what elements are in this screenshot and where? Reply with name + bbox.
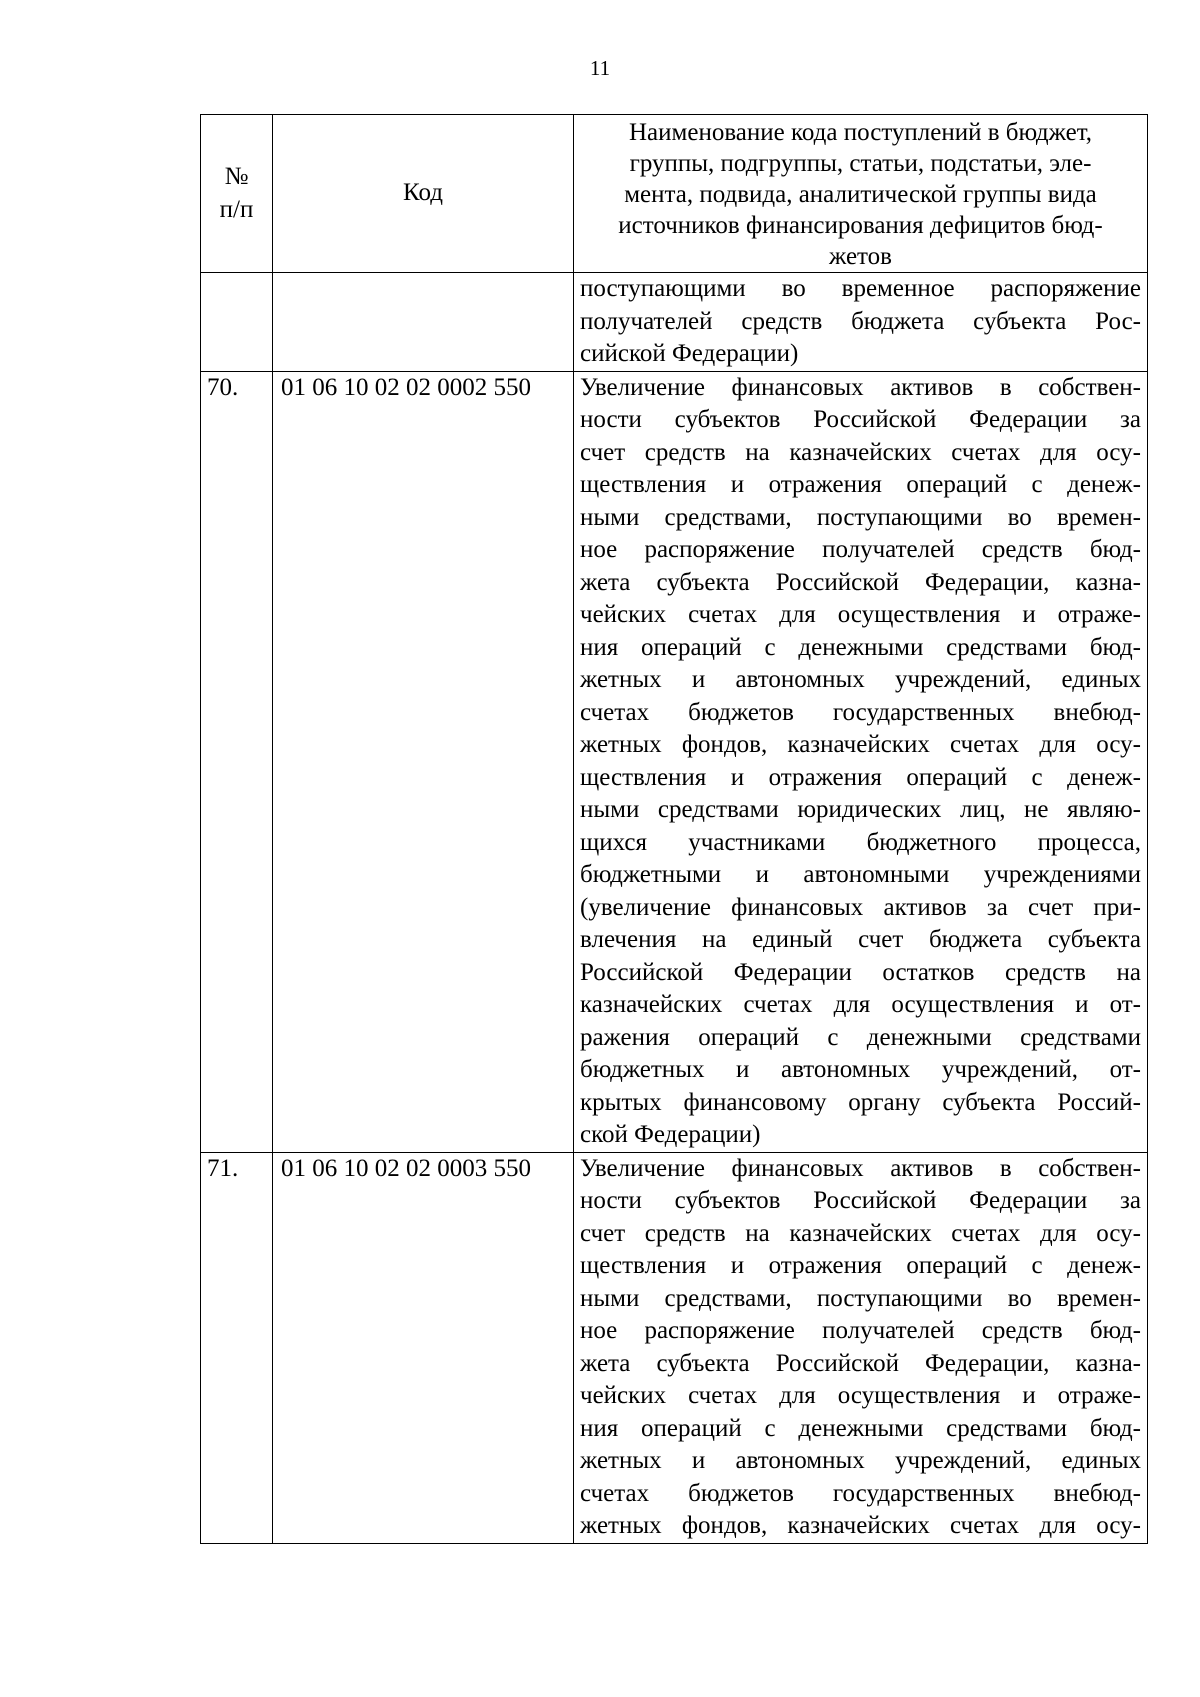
description-line: ществления и отражения операций с денеж- [580, 763, 1141, 791]
description-line: ния операций с денежными средствами бюд- [580, 633, 1141, 661]
header-name-line: Наименование кода поступлений в бюджет, [629, 119, 1092, 146]
row-description-cell [574, 1152, 1148, 1543]
table-row [201, 273, 1148, 372]
header-code-cell [273, 115, 574, 273]
description-line: крытых финансовому органу субъекта Россий- [580, 1088, 1141, 1116]
description-line: ществления и отражения операций с денеж- [580, 471, 1141, 498]
table-header-row [201, 115, 1148, 273]
description-line: Увеличение финансовых активов в собствен- [580, 1154, 1141, 1182]
description-line: щихся участниками бюджетного процесса, [580, 828, 1141, 856]
description-line: чейских счетах для осуществления и отраже- [580, 1382, 1141, 1409]
description-line: казначейских счетах для осуществления и от- [580, 991, 1141, 1018]
description-line: Российской Федерации остатков средств на [580, 958, 1141, 986]
row-code-cell [273, 273, 574, 372]
description-line: бюджетными и автономными учреждениями [580, 861, 1141, 888]
description-line: счетах бюджетов государственных внебюд- [580, 1479, 1141, 1507]
description-line: (увеличение финансовых активов за счет при- [580, 893, 1141, 921]
description-line: жета субъекта Российской Федерации, казна- [580, 568, 1141, 596]
page-number: 11 [589, 56, 611, 80]
description-line: влечения на единый счет бюджета субъекта [580, 926, 1141, 953]
description-line: жетных фондов, казначейских счетах для осу- [580, 731, 1141, 758]
description-line: счетах бюджетов государственных внебюд- [580, 698, 1141, 726]
description-line: жетных и автономных учреждений, единых [580, 1447, 1141, 1474]
description-line: поступающими во временное распоряжение [580, 275, 1141, 302]
header-name-line: источников финансирования дефицитов бюд- [618, 212, 1103, 239]
description-line: ществления и отражения операций с денеж- [580, 1252, 1141, 1279]
row-number-cell [201, 273, 273, 372]
header-code-label: Код [403, 179, 443, 207]
description-line: ными средствами юридических лиц, не являю- [580, 796, 1141, 823]
description-line: ской Федерации) [580, 1121, 761, 1148]
header-num-cell [201, 115, 273, 273]
row-number-cell: 71. [201, 1152, 273, 1543]
description-line: сийской Федерации) [580, 340, 799, 367]
header-name-line: жетов [829, 243, 892, 270]
description-line: чейских счетах для осуществления и отраже- [580, 601, 1141, 628]
header-num-symbol: № [224, 163, 249, 190]
row-description-cell [574, 273, 1148, 372]
description-line: Увеличение финансовых активов в собствен- [580, 373, 1141, 401]
description-line: ными средствами, поступающими во времен- [580, 1284, 1141, 1312]
budget-code-table [200, 114, 1148, 1544]
table-row [201, 371, 1148, 1152]
description-line: жетных и автономных учреждений, единых [580, 666, 1141, 693]
description-line: ности субъектов Российской Федерации за [580, 406, 1141, 433]
description-line: бюджетных и автономных учреждений, от- [580, 1056, 1141, 1083]
row-description-cell [574, 371, 1148, 1152]
description-line: ное распоряжение получателей средств бюд- [580, 1317, 1141, 1344]
row-code-cell: 01 06 10 02 02 0003 550 [273, 1152, 574, 1543]
header-name-line: мента, подвида, аналитической группы вида [624, 181, 1097, 208]
description-line: счет средств на казначейских счетах для осу- [580, 1219, 1141, 1247]
description-line: ности субъектов Российской Федерации за [580, 1187, 1141, 1214]
description-line: ражения операций с денежными средствами [580, 1023, 1141, 1051]
description-line: жетных фондов, казначейских счетах для осу- [580, 1512, 1141, 1539]
description-line: ния операций с денежными средствами бюд- [580, 1414, 1141, 1442]
description-line: ное распоряжение получателей средств бюд- [580, 536, 1141, 563]
row-number-cell: 70. [201, 371, 273, 1152]
description-line: счет средств на казначейских счетах для осу- [580, 438, 1141, 466]
row-code-cell: 01 06 10 02 02 0002 550 [273, 371, 574, 1152]
header-name-line: группы, подгруппы, статьи, подстатьи, эле- [629, 150, 1092, 177]
description-line: ными средствами, поступающими во времен- [580, 503, 1141, 531]
header-name-cell [574, 115, 1148, 273]
header-num-label: п/п [219, 195, 254, 223]
description-line: получателей средств бюджета субъекта Рос- [580, 307, 1141, 335]
table-row [201, 1152, 1148, 1543]
description-line: жета субъекта Российской Федерации, казна- [580, 1349, 1141, 1377]
